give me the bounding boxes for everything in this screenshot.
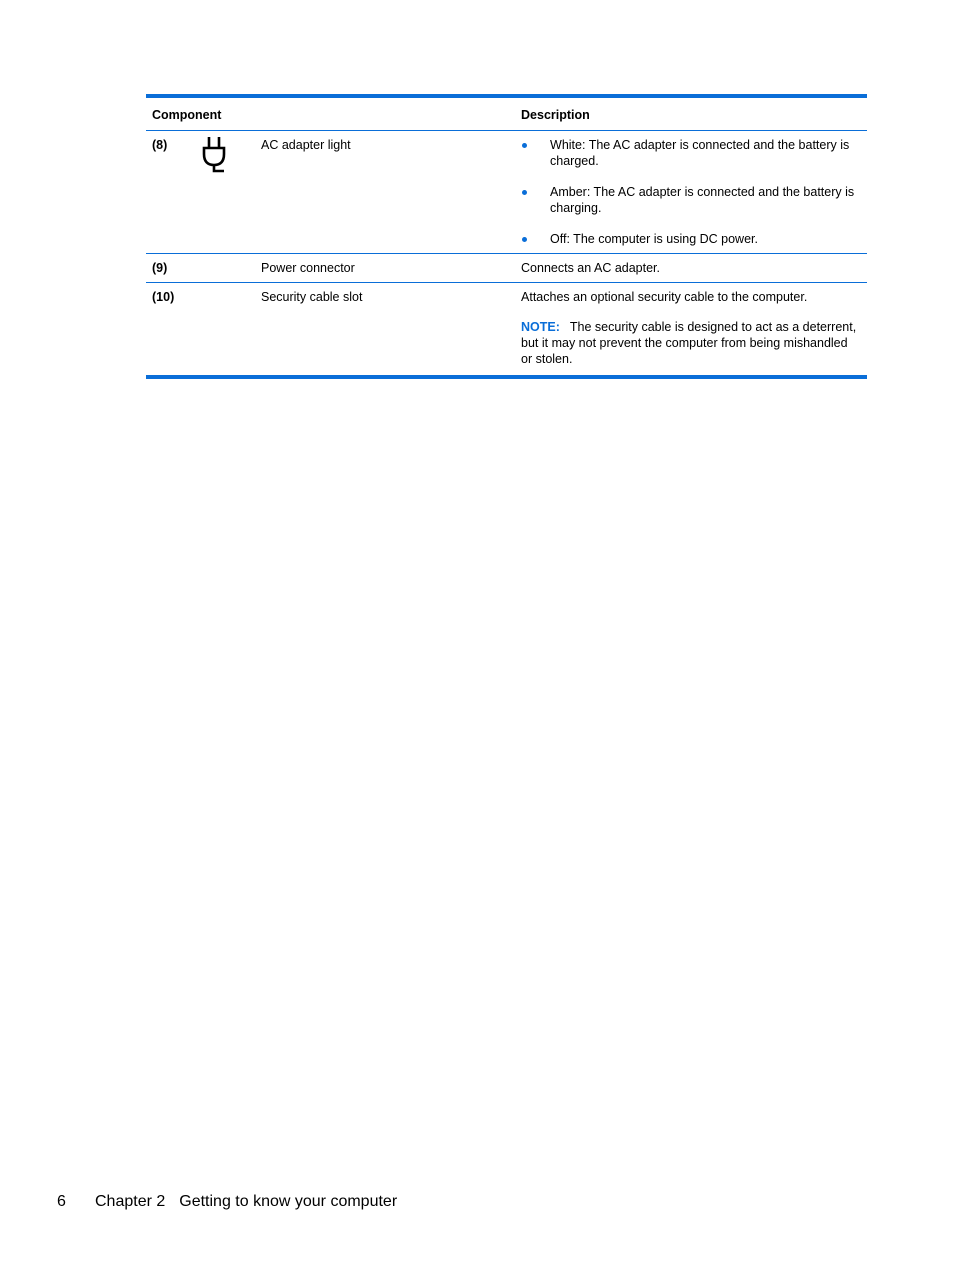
bullet-text: Off: The computer is using DC power. [550,232,758,246]
icon-cell [192,131,255,254]
row-description [515,131,867,254]
header-component: Component [146,98,515,131]
ac-plug-icon [199,135,229,177]
icon-cell [192,254,255,283]
list-item [521,137,861,169]
list-item [521,231,861,247]
row-number: (9) [146,254,192,283]
row-name: Power connector [255,254,515,283]
note [521,319,861,367]
row-number: (8) [146,131,192,254]
chapter-label: Chapter 2 [95,1193,166,1210]
page-footer [57,1192,397,1212]
table-row [146,131,867,254]
description-text: Attaches an optional security cable to the computer. [521,290,808,304]
bullet-text: White: The AC adapter is connected and the battery is charged. [550,138,850,168]
bullet-list [521,137,861,247]
page-number: 6 [57,1193,66,1210]
bullet-icon [522,237,527,242]
bullet-icon [522,190,527,195]
row-number: (10) [152,290,175,304]
list-item [521,184,861,216]
table-row [146,283,867,376]
component-table-grid [146,98,867,375]
table-row [146,254,867,283]
note-text: The security cable is designed to act as a deterrent, but it may not prevent the computer from being mishandled or stolen. [521,320,857,366]
component-table [146,94,867,379]
header-description: Description [515,98,867,131]
table-bottom-rule [146,375,867,379]
row-description: Connects an AC adapter. [515,254,867,283]
table-header-row [146,98,867,131]
bullet-text: Amber: The AC adapter is connected and the battery is charging. [550,185,855,215]
chapter-title: Getting to know your computer [179,1193,398,1210]
row-description [515,283,867,376]
bullet-icon [522,143,527,148]
row-name: Security cable slot [261,290,363,304]
note-label: NOTE: [521,320,560,334]
row-name: AC adapter light [255,131,515,254]
icon-cell [192,283,255,376]
